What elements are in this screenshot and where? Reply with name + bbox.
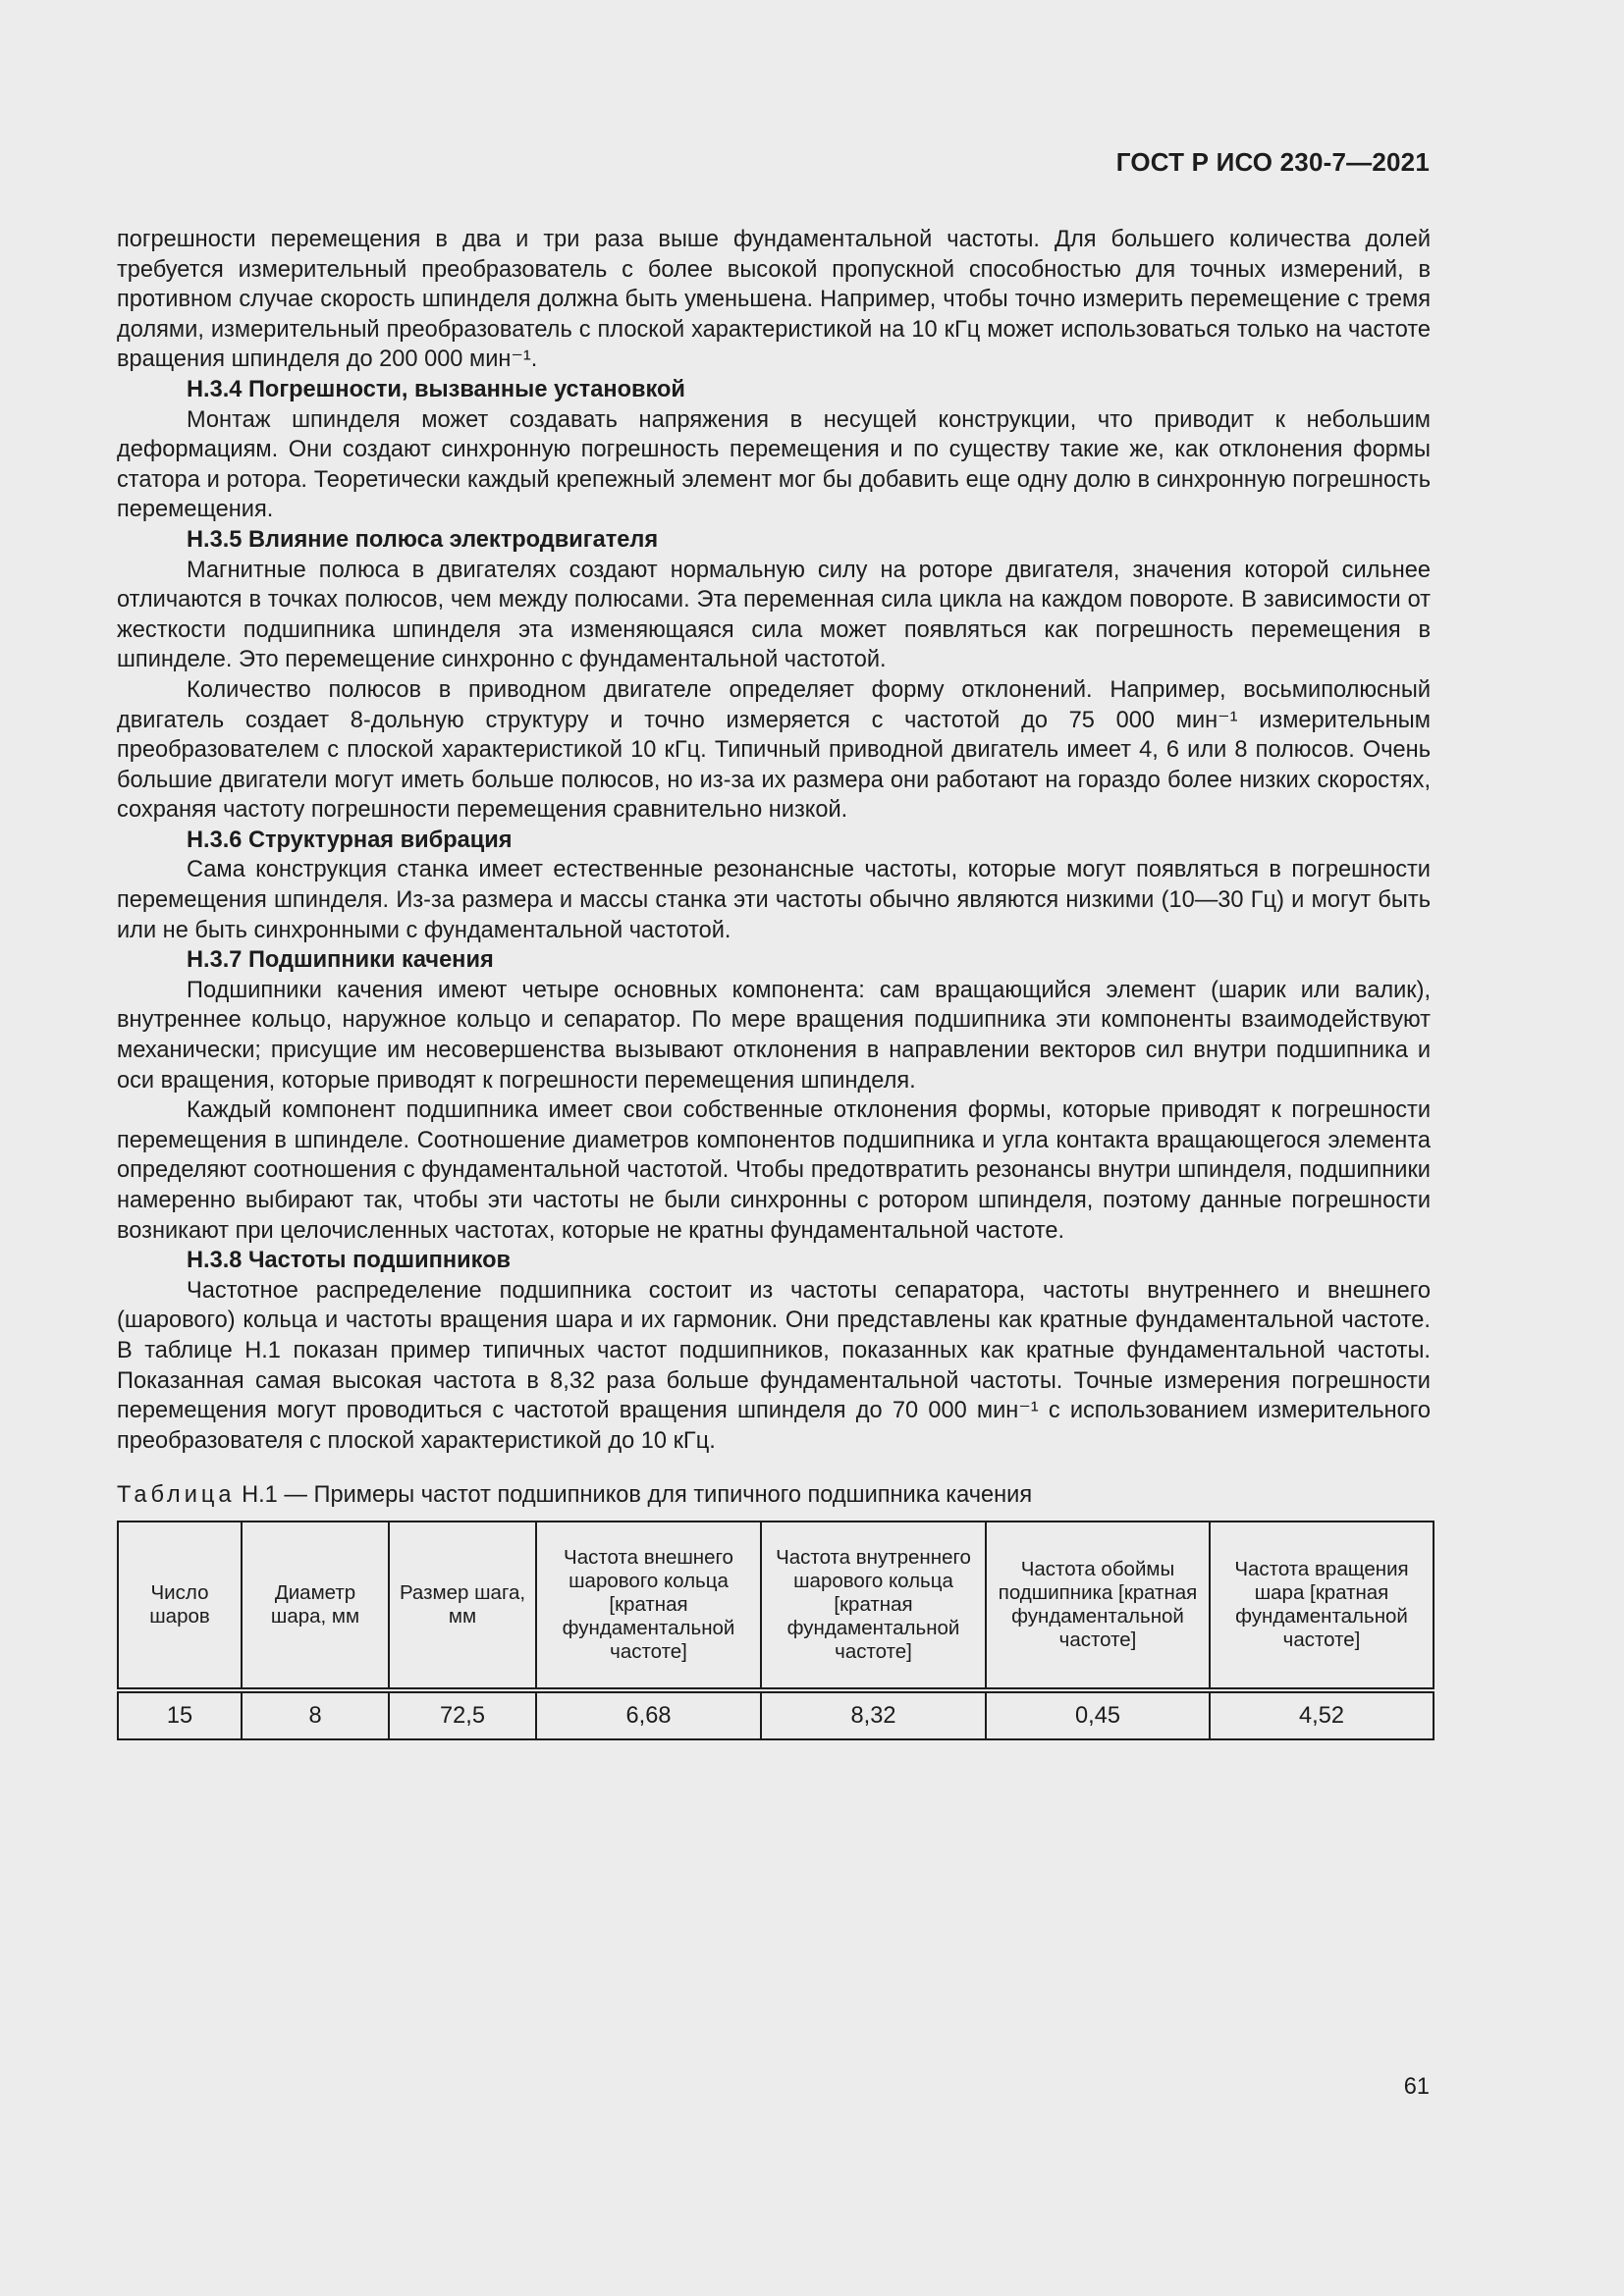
table-row <box>118 1690 1434 1739</box>
paragraph: Сама конструкция станка имеет естественные резонансные частоты, которые могут появляться в погрешности перемещения шпинделя. Из-за размера и массы станка эти частоты обычно являются низкими (10—30 Гц) и могут быть или не быть синхронными с фундаментальной частотой. <box>117 857 1431 943</box>
table-header-cell: Число шаров <box>118 1522 242 1690</box>
table-cell: 8 <box>242 1690 389 1739</box>
paragraph: Магнитные полюса в двигателях создают нормальную силу на роторе двигателя, значения которой сильнее отличаются в точках полюсов, чем между полюсами. Эта переменная сила цикла на каждом повороте. В зависимости от жесткости подшипника шпинделя эта изменяющаяся сила может появляться как погрешность перемещения в шпинделе. Это перемещение синхронно с фундаментальной частотой. <box>117 557 1431 673</box>
paragraph: Количество полюсов в приводном двигателе определяет форму отклонений. Например, восьмиполюсный двигатель создает 8-дольную структуру и точно измеряется с частотой до 75 000 мин⁻¹ измерительным преобразователем с плоской характеристикой 10 кГц. Типичный приводной двигатель имеет 4, 6 или 8 полюсов. Очень большие двигатели могут иметь больше полюсов, но из-за их размера они работают на гораздо более низких скоростях, сохраняя частоту погрешности перемещения сравнительно низкой. <box>117 676 1431 824</box>
paragraph: Частотное распределение подшипника состоит из частоты сепаратора, частоты внутреннего и внешнего (шарового) кольца и частоты вращения шара и их гармоник. Они представлены как кратные фундаментальной частоте. В таблице H.1 показан пример типичных частот подшипников, показанных как кратные фундаментальной частоты. Показанная самая высокая частота в 8,32 раза больше фундаментальной частоты. Точные измерения погрешности перемещения могут проводиться с частотой вращения шпинделя до 70 000 мин⁻¹ с использованием измерительного преобразователя с плоской характеристикой до 10 кГц. <box>117 1277 1431 1454</box>
paragraph: Монтаж шпинделя может создавать напряжения в несущей конструкции, что приводит к небольшим деформациям. Они создают синхронную погрешность перемещения и по существу такие же, как отклонения формы статора и ротора. Теоретически каждый крепежный элемент мог бы добавить еще одну долю в синхронную погрешность перемещения. <box>117 406 1431 523</box>
table-cell: 4,52 <box>1210 1690 1434 1739</box>
table-header-cell: Размер шага, мм <box>389 1522 536 1690</box>
section-heading-h38: H.3.8 Частоты подшипников <box>187 1248 512 1274</box>
table-header-cell: Частота обоймы подшипника [кратная фундаментальной частоте] <box>986 1522 1210 1690</box>
document-body <box>117 225 1431 1456</box>
paragraph-continued: погрешности перемещения в два и три раза выше фундаментальной частоты. Для большего количества долей требуется измерительный преобразователь с более высокой пропускной способностью для точных измерений, в противном случае скорость шпинделя должна быть уменьшена. Например, чтобы точно измерить перемещение с тремя долями, измерительный преобразователь с плоской характеристикой на 10 кГц может использоваться только на частоте вращения шпинделя до 200 000 мин⁻¹. <box>117 227 1431 373</box>
table-cell: 0,45 <box>986 1690 1210 1739</box>
document-id-header: ГОСТ Р ИСО 230-7—2021 <box>1115 147 1430 177</box>
section-heading-h34: H.3.4 Погрешности, вызванные установкой <box>187 376 685 402</box>
paragraph: Подшипники качения имеют четыре основных компонента: сам вращающийся элемент (шарик или валик), внутреннее кольцо, наружное кольцо и сепаратор. По мере вращения подшипника эти компоненты взаимодействуют механически; присущие им несовершенства вызывают отклонения в направлении векторов сил внутри подшипника и оси вращения, которые приводят к погрешности перемещения шпинделя. <box>117 977 1431 1094</box>
table-caption-label: Таблица <box>117 1482 236 1508</box>
table-header-cell: Частота вращения шара [кратная фундаментальной частоте] <box>1210 1522 1434 1690</box>
bearing-frequency-table <box>117 1521 1435 1740</box>
table-caption <box>117 1480 1032 1510</box>
table-header-cell: Диаметр шара, мм <box>242 1522 389 1690</box>
table-cell: 15 <box>118 1690 242 1739</box>
section-heading-h35: H.3.5 Влияние полюса электродвигателя <box>187 526 659 553</box>
table-caption-text: H.1 — Примеры частот подшипников для типичного подшипника качения <box>242 1482 1033 1508</box>
table-header-row <box>118 1522 1434 1690</box>
table-header-cell: Частота внешнего шарового кольца [кратная фундаментальной частоте] <box>536 1522 761 1690</box>
section-heading-h36: H.3.6 Структурная вибрация <box>187 827 513 853</box>
paragraph: Каждый компонент подшипника имеет свои собственные отклонения формы, которые приводят к погрешности перемещения в шпинделе. Соотношение диаметров компонентов подшипника и угла контакта вращающегося элемента определяют соотношения с фундаментальной частотой. Чтобы предотвратить резонансы внутри шпинделя, подшипники намеренно выбирают так, чтобы эти частоты не были синхронны с ротором шпинделя, поэтому данные погрешности возникают при целочисленных частотах, которые не кратны фундаментальной частоте. <box>117 1097 1431 1244</box>
section-heading-h37: H.3.7 Подшипники качения <box>187 947 494 974</box>
table-header-cell: Частота внутреннего шарового кольца [кратная фундаментальной частоте] <box>761 1522 986 1690</box>
table-cell: 8,32 <box>761 1690 986 1739</box>
table-cell: 72,5 <box>389 1690 536 1739</box>
table-cell: 6,68 <box>536 1690 761 1739</box>
page-number: 61 <box>1403 2074 1430 2100</box>
